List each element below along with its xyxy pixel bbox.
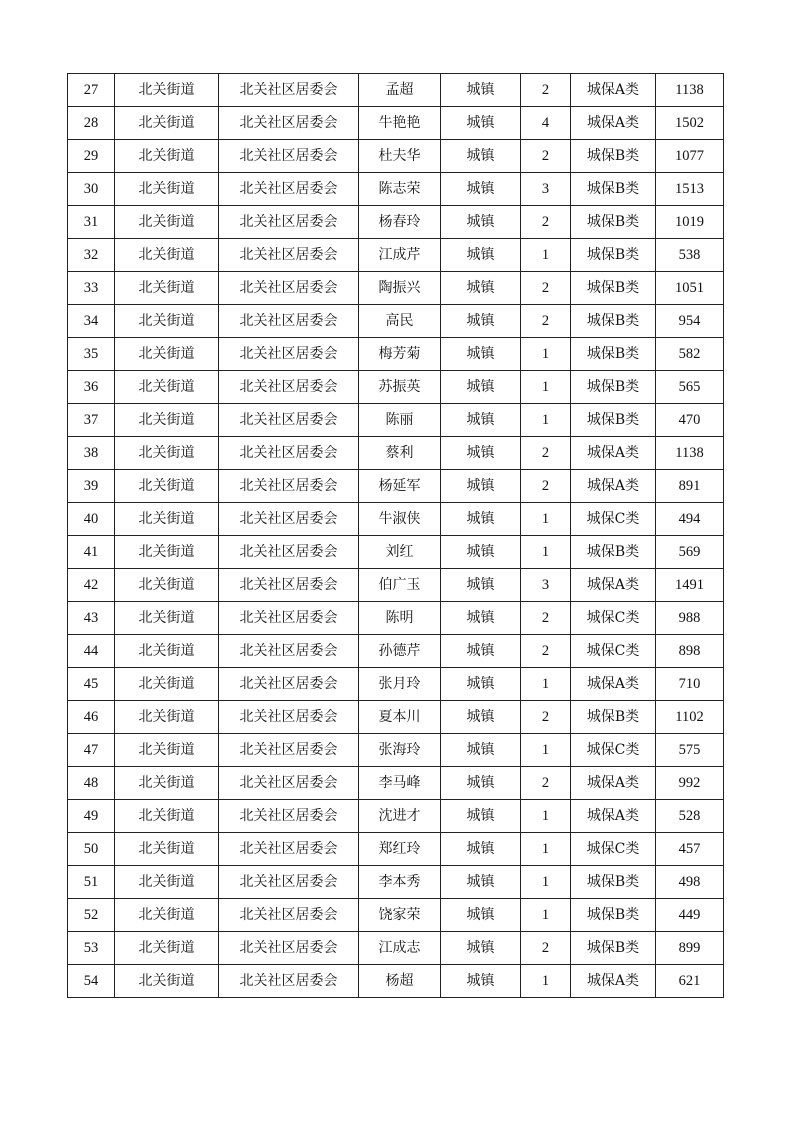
committee-cell: 北关社区居委会: [219, 734, 359, 767]
category-cell: 城保B类: [571, 338, 656, 371]
table-row: [68, 437, 724, 470]
committee-cell: 北关社区居委会: [219, 338, 359, 371]
amount-cell: 449: [656, 899, 724, 932]
row-number-cell: 51: [68, 866, 115, 899]
household-type-cell: 城镇: [441, 569, 521, 602]
amount-cell: 582: [656, 338, 724, 371]
person-count-cell: 1: [521, 338, 571, 371]
name-cell: 梅芳菊: [359, 338, 441, 371]
household-type-cell: 城镇: [441, 371, 521, 404]
row-number-cell: 45: [68, 668, 115, 701]
category-cell: 城保B类: [571, 371, 656, 404]
category-cell: 城保A类: [571, 569, 656, 602]
person-count-cell: 1: [521, 800, 571, 833]
person-count-cell: 1: [521, 503, 571, 536]
name-cell: 夏本川: [359, 701, 441, 734]
row-number-cell: 49: [68, 800, 115, 833]
person-count-cell: 2: [521, 272, 571, 305]
table-row: [68, 140, 724, 173]
street-cell: 北关街道: [115, 239, 219, 272]
street-cell: 北关街道: [115, 272, 219, 305]
name-cell: 牛淑侠: [359, 503, 441, 536]
table-row: [68, 371, 724, 404]
row-number-cell: 39: [68, 470, 115, 503]
name-cell: 蔡利: [359, 437, 441, 470]
street-cell: 北关街道: [115, 437, 219, 470]
table-row: [68, 932, 724, 965]
street-cell: 北关街道: [115, 569, 219, 602]
committee-cell: 北关社区居委会: [219, 668, 359, 701]
amount-cell: 1138: [656, 74, 724, 107]
household-type-cell: 城镇: [441, 833, 521, 866]
person-count-cell: 2: [521, 602, 571, 635]
name-cell: 陈志荣: [359, 173, 441, 206]
person-count-cell: 1: [521, 668, 571, 701]
name-cell: 刘红: [359, 536, 441, 569]
person-count-cell: 1: [521, 536, 571, 569]
amount-cell: 988: [656, 602, 724, 635]
household-type-cell: 城镇: [441, 173, 521, 206]
row-number-cell: 50: [68, 833, 115, 866]
name-cell: 苏振英: [359, 371, 441, 404]
category-cell: 城保B类: [571, 899, 656, 932]
row-number-cell: 34: [68, 305, 115, 338]
name-cell: 陈丽: [359, 404, 441, 437]
name-cell: 伯广玉: [359, 569, 441, 602]
category-cell: 城保A类: [571, 965, 656, 998]
category-cell: 城保C类: [571, 734, 656, 767]
committee-cell: 北关社区居委会: [219, 74, 359, 107]
committee-cell: 北关社区居委会: [219, 602, 359, 635]
amount-cell: 1502: [656, 107, 724, 140]
category-cell: 城保A类: [571, 437, 656, 470]
person-count-cell: 2: [521, 305, 571, 338]
street-cell: 北关街道: [115, 800, 219, 833]
person-count-cell: 2: [521, 635, 571, 668]
committee-cell: 北关社区居委会: [219, 800, 359, 833]
category-cell: 城保B类: [571, 932, 656, 965]
committee-cell: 北关社区居委会: [219, 767, 359, 800]
row-number-cell: 27: [68, 74, 115, 107]
street-cell: 北关街道: [115, 965, 219, 998]
amount-cell: 498: [656, 866, 724, 899]
name-cell: 牛艳艳: [359, 107, 441, 140]
street-cell: 北关街道: [115, 503, 219, 536]
name-cell: 江成芹: [359, 239, 441, 272]
committee-cell: 北关社区居委会: [219, 239, 359, 272]
category-cell: 城保A类: [571, 668, 656, 701]
row-number-cell: 31: [68, 206, 115, 239]
committee-cell: 北关社区居委会: [219, 305, 359, 338]
amount-cell: 565: [656, 371, 724, 404]
category-cell: 城保B类: [571, 140, 656, 173]
person-count-cell: 2: [521, 767, 571, 800]
committee-cell: 北关社区居委会: [219, 635, 359, 668]
name-cell: 郑红玲: [359, 833, 441, 866]
committee-cell: 北关社区居委会: [219, 503, 359, 536]
person-count-cell: 2: [521, 932, 571, 965]
row-number-cell: 29: [68, 140, 115, 173]
row-number-cell: 37: [68, 404, 115, 437]
category-cell: 城保A类: [571, 767, 656, 800]
category-cell: 城保B类: [571, 173, 656, 206]
name-cell: 李本秀: [359, 866, 441, 899]
person-count-cell: 1: [521, 833, 571, 866]
person-count-cell: 1: [521, 899, 571, 932]
street-cell: 北关街道: [115, 899, 219, 932]
name-cell: 杨超: [359, 965, 441, 998]
committee-cell: 北关社区居委会: [219, 866, 359, 899]
category-cell: 城保B类: [571, 536, 656, 569]
table-row: [68, 701, 724, 734]
household-type-cell: 城镇: [441, 437, 521, 470]
committee-cell: 北关社区居委会: [219, 932, 359, 965]
category-cell: 城保A类: [571, 74, 656, 107]
person-count-cell: 3: [521, 569, 571, 602]
amount-cell: 575: [656, 734, 724, 767]
household-type-cell: 城镇: [441, 701, 521, 734]
person-count-cell: 2: [521, 470, 571, 503]
household-type-cell: 城镇: [441, 767, 521, 800]
street-cell: 北关街道: [115, 866, 219, 899]
row-number-cell: 30: [68, 173, 115, 206]
amount-cell: 1102: [656, 701, 724, 734]
household-type-cell: 城镇: [441, 107, 521, 140]
street-cell: 北关街道: [115, 767, 219, 800]
amount-cell: 898: [656, 635, 724, 668]
name-cell: 高民: [359, 305, 441, 338]
row-number-cell: 32: [68, 239, 115, 272]
street-cell: 北关街道: [115, 635, 219, 668]
table-row: [68, 74, 724, 107]
table-row: [68, 833, 724, 866]
table-row: [68, 899, 724, 932]
category-cell: 城保C类: [571, 635, 656, 668]
amount-cell: 710: [656, 668, 724, 701]
committee-cell: 北关社区居委会: [219, 470, 359, 503]
table-row: [68, 338, 724, 371]
person-count-cell: 2: [521, 437, 571, 470]
committee-cell: 北关社区居委会: [219, 173, 359, 206]
name-cell: 杨春玲: [359, 206, 441, 239]
row-number-cell: 38: [68, 437, 115, 470]
table-row: [68, 866, 724, 899]
committee-cell: 北关社区居委会: [219, 536, 359, 569]
amount-cell: 621: [656, 965, 724, 998]
street-cell: 北关街道: [115, 536, 219, 569]
amount-cell: 891: [656, 470, 724, 503]
table-row: [68, 536, 724, 569]
street-cell: 北关街道: [115, 470, 219, 503]
category-cell: 城保A类: [571, 107, 656, 140]
table-row: [68, 767, 724, 800]
row-number-cell: 42: [68, 569, 115, 602]
category-cell: 城保A类: [571, 470, 656, 503]
category-cell: 城保C类: [571, 833, 656, 866]
assistance-roster-table: [67, 73, 724, 998]
committee-cell: 北关社区居委会: [219, 206, 359, 239]
table-row: [68, 800, 724, 833]
name-cell: 孟超: [359, 74, 441, 107]
table-row: [68, 734, 724, 767]
row-number-cell: 52: [68, 899, 115, 932]
street-cell: 北关街道: [115, 371, 219, 404]
household-type-cell: 城镇: [441, 734, 521, 767]
person-count-cell: 4: [521, 107, 571, 140]
committee-cell: 北关社区居委会: [219, 569, 359, 602]
row-number-cell: 33: [68, 272, 115, 305]
person-count-cell: 2: [521, 701, 571, 734]
amount-cell: 528: [656, 800, 724, 833]
street-cell: 北关街道: [115, 74, 219, 107]
household-type-cell: 城镇: [441, 305, 521, 338]
row-number-cell: 36: [68, 371, 115, 404]
committee-cell: 北关社区居委会: [219, 107, 359, 140]
table-row: [68, 272, 724, 305]
table-row: [68, 503, 724, 536]
household-type-cell: 城镇: [441, 536, 521, 569]
household-type-cell: 城镇: [441, 668, 521, 701]
name-cell: 孙德芹: [359, 635, 441, 668]
street-cell: 北关街道: [115, 668, 219, 701]
row-number-cell: 47: [68, 734, 115, 767]
street-cell: 北关街道: [115, 338, 219, 371]
amount-cell: 992: [656, 767, 724, 800]
category-cell: 城保B类: [571, 404, 656, 437]
household-type-cell: 城镇: [441, 899, 521, 932]
person-count-cell: 1: [521, 965, 571, 998]
person-count-cell: 1: [521, 404, 571, 437]
person-count-cell: 2: [521, 206, 571, 239]
name-cell: 杜夫华: [359, 140, 441, 173]
street-cell: 北关街道: [115, 701, 219, 734]
amount-cell: 1138: [656, 437, 724, 470]
name-cell: 陶振兴: [359, 272, 441, 305]
committee-cell: 北关社区居委会: [219, 833, 359, 866]
street-cell: 北关街道: [115, 833, 219, 866]
committee-cell: 北关社区居委会: [219, 437, 359, 470]
amount-cell: 538: [656, 239, 724, 272]
street-cell: 北关街道: [115, 734, 219, 767]
category-cell: 城保B类: [571, 206, 656, 239]
person-count-cell: 1: [521, 371, 571, 404]
name-cell: 沈进才: [359, 800, 441, 833]
street-cell: 北关街道: [115, 206, 219, 239]
category-cell: 城保C类: [571, 602, 656, 635]
household-type-cell: 城镇: [441, 338, 521, 371]
amount-cell: 569: [656, 536, 724, 569]
row-number-cell: 43: [68, 602, 115, 635]
street-cell: 北关街道: [115, 305, 219, 338]
name-cell: 杨延军: [359, 470, 441, 503]
amount-cell: 1513: [656, 173, 724, 206]
table-row: [68, 173, 724, 206]
committee-cell: 北关社区居委会: [219, 899, 359, 932]
household-type-cell: 城镇: [441, 239, 521, 272]
row-number-cell: 41: [68, 536, 115, 569]
household-type-cell: 城镇: [441, 140, 521, 173]
committee-cell: 北关社区居委会: [219, 140, 359, 173]
committee-cell: 北关社区居委会: [219, 404, 359, 437]
amount-cell: 1019: [656, 206, 724, 239]
committee-cell: 北关社区居委会: [219, 701, 359, 734]
table-row: [68, 602, 724, 635]
roster-body: [68, 74, 724, 998]
household-type-cell: 城镇: [441, 74, 521, 107]
category-cell: 城保B类: [571, 305, 656, 338]
household-type-cell: 城镇: [441, 503, 521, 536]
name-cell: 江成志: [359, 932, 441, 965]
household-type-cell: 城镇: [441, 404, 521, 437]
amount-cell: 470: [656, 404, 724, 437]
table-row: [68, 965, 724, 998]
amount-cell: 1051: [656, 272, 724, 305]
amount-cell: 954: [656, 305, 724, 338]
row-number-cell: 54: [68, 965, 115, 998]
name-cell: 张海玲: [359, 734, 441, 767]
household-type-cell: 城镇: [441, 602, 521, 635]
committee-cell: 北关社区居委会: [219, 371, 359, 404]
household-type-cell: 城镇: [441, 932, 521, 965]
table-row: [68, 107, 724, 140]
person-count-cell: 2: [521, 74, 571, 107]
table-row: [68, 569, 724, 602]
household-type-cell: 城镇: [441, 965, 521, 998]
table-row: [68, 404, 724, 437]
household-type-cell: 城镇: [441, 635, 521, 668]
row-number-cell: 46: [68, 701, 115, 734]
street-cell: 北关街道: [115, 602, 219, 635]
amount-cell: 1077: [656, 140, 724, 173]
category-cell: 城保B类: [571, 866, 656, 899]
committee-cell: 北关社区居委会: [219, 272, 359, 305]
household-type-cell: 城镇: [441, 470, 521, 503]
category-cell: 城保C类: [571, 503, 656, 536]
person-count-cell: 1: [521, 866, 571, 899]
table-row: [68, 305, 724, 338]
street-cell: 北关街道: [115, 173, 219, 206]
household-type-cell: 城镇: [441, 206, 521, 239]
table-row: [68, 635, 724, 668]
table-row: [68, 206, 724, 239]
category-cell: 城保B类: [571, 272, 656, 305]
amount-cell: 899: [656, 932, 724, 965]
category-cell: 城保B类: [571, 701, 656, 734]
street-cell: 北关街道: [115, 140, 219, 173]
row-number-cell: 40: [68, 503, 115, 536]
household-type-cell: 城镇: [441, 272, 521, 305]
row-number-cell: 28: [68, 107, 115, 140]
amount-cell: 1491: [656, 569, 724, 602]
row-number-cell: 44: [68, 635, 115, 668]
street-cell: 北关街道: [115, 404, 219, 437]
table-row: [68, 470, 724, 503]
amount-cell: 494: [656, 503, 724, 536]
person-count-cell: 1: [521, 239, 571, 272]
row-number-cell: 48: [68, 767, 115, 800]
amount-cell: 457: [656, 833, 724, 866]
name-cell: 饶家荣: [359, 899, 441, 932]
category-cell: 城保B类: [571, 239, 656, 272]
row-number-cell: 35: [68, 338, 115, 371]
committee-cell: 北关社区居委会: [219, 965, 359, 998]
row-number-cell: 53: [68, 932, 115, 965]
household-type-cell: 城镇: [441, 866, 521, 899]
name-cell: 张月玲: [359, 668, 441, 701]
name-cell: 陈明: [359, 602, 441, 635]
table-row: [68, 239, 724, 272]
table-row: [68, 668, 724, 701]
name-cell: 李马峰: [359, 767, 441, 800]
person-count-cell: 3: [521, 173, 571, 206]
person-count-cell: 2: [521, 140, 571, 173]
person-count-cell: 1: [521, 734, 571, 767]
street-cell: 北关街道: [115, 932, 219, 965]
category-cell: 城保A类: [571, 800, 656, 833]
household-type-cell: 城镇: [441, 800, 521, 833]
street-cell: 北关街道: [115, 107, 219, 140]
